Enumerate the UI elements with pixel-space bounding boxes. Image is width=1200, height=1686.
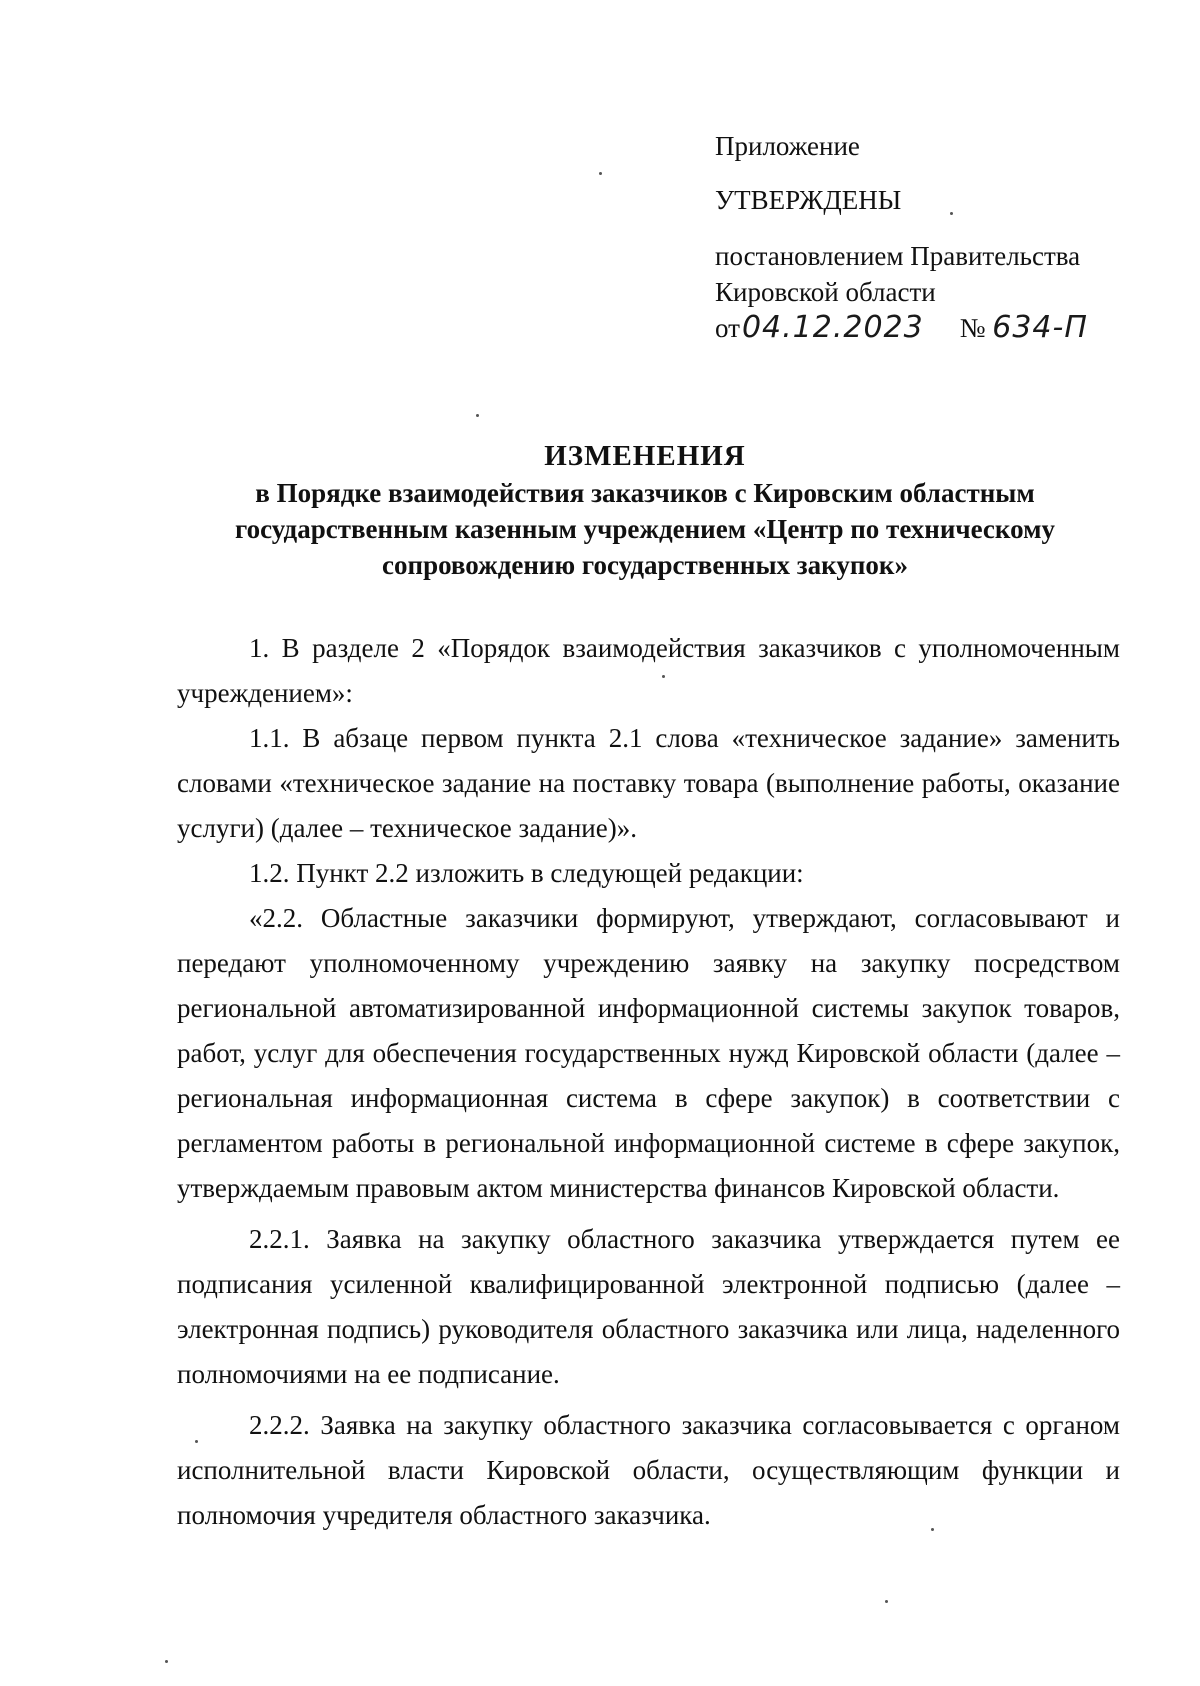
scan-speck <box>931 1528 934 1531</box>
scan-speck <box>165 1660 168 1663</box>
handwritten-number: 634-П <box>992 310 1088 345</box>
scan-speck <box>662 675 665 678</box>
appendix-label: Приложение <box>715 131 860 161</box>
title-main: ИЗМЕНЕНИЯ <box>544 440 746 472</box>
number-sign: № <box>959 313 986 343</box>
document-body <box>177 626 1120 1538</box>
decree-reference <box>715 238 1135 346</box>
paragraph-2-2: «2.2. Областные заказчики формируют, утверждают, согласовывают и передают уполномоченному учреждению заявку на закупку посредством региональной автоматизированной информационной системы закупок товаров, работ, услуг для обеспечения государственных нужд Кировской области (далее – региональная информационная система в сфере закупок) в соответствии с регламентом работы в региональной информационной системе в сфере закупок, утверждаемым правовым актом министерства финансов Кировской области. <box>177 903 1120 1203</box>
scan-speck <box>885 1600 888 1603</box>
title-line-1: в Порядке взаимодействия заказчиков с Кировским областным <box>255 478 1035 508</box>
approval-block <box>715 128 1135 346</box>
paragraph-1-1: 1.1. В абзаце первом пункта 2.1 слова «техническое задание» заменить словами «техническое задание на поставку товара (выполнение работы, оказание услуги) (далее – техническое задание)». <box>177 723 1120 843</box>
paragraph-2-2-1: 2.2.1. Заявка на закупку областного заказчика утверждается путем ее подписания усиленной квалифицированной электронной подписью (далее – электронная подпись) руководителя областного заказчика или лица, наделенного полномочиями на ее подписание. <box>177 1224 1120 1389</box>
decree-line-1: постановлением Правительства <box>715 241 1081 271</box>
paragraph-1-2: 1.2. Пункт 2.2 изложить в следующей редакции: <box>249 858 804 888</box>
handwritten-date: 04.12.2023 <box>741 310 924 345</box>
decree-line-2: Кировской области <box>715 277 936 307</box>
scan-speck <box>950 212 953 215</box>
date-number-line <box>715 310 1135 346</box>
paragraph-1: 1. В разделе 2 «Порядок взаимодействия заказчиков с уполномоченным учреждением»: <box>177 633 1120 708</box>
paragraph-2-2-2: 2.2.2. Заявка на закупку областного заказчика согласовывается с органом исполнительной власти Кировской области, осуществляющим функции и полномочия учредителя областного заказчика. <box>177 1410 1120 1530</box>
scan-speck <box>599 172 602 175</box>
title-line-3: сопровождению государственных закупок» <box>382 550 908 580</box>
approved-label: УТВЕРЖДЕНЫ <box>715 185 902 215</box>
document-title <box>170 438 1120 583</box>
scan-speck <box>476 414 479 417</box>
title-line-2: государственным казенным учреждением «Центр по техническому <box>235 514 1055 544</box>
scan-speck <box>195 1440 198 1443</box>
date-prefix: от <box>715 313 740 343</box>
